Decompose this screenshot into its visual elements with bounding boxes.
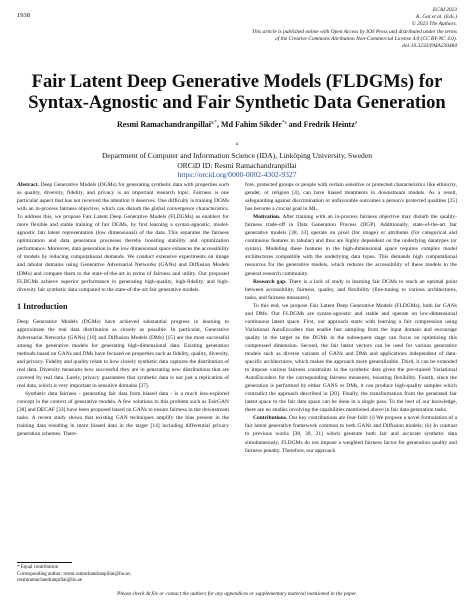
research-gap-paragraph: [245, 278, 457, 302]
author-name: Md Fahim Sikder: [221, 120, 282, 129]
paragraph: fore, protected groups or people with certain sensitive or protected characteristics like ethnicity, gender, or religion [4], can have biased treatments in downstream models. As a result, safeguarding against discrimination or unfavorable outcomes a person's protected qualities [25] has become a crucial goal in ML.: [245, 182, 457, 213]
copyright: © 2023 The Authors.: [411, 21, 457, 28]
running-header: [227, 7, 457, 50]
right-column: [245, 181, 457, 455]
author-name: Resmi Ramachandranpillai: [117, 120, 212, 129]
abstract-text: Deep Generative Models (DGMs) for generating synthetic data with properties such as quality, diversity, fidelity, and privacy is an important research topic. Fairness is one particular aspect that has not received the attention it deserves. One difficulty is training DGMs with an in-process fairness objective, which can disturb the global convergence characteristics. To address this, we propose Fair Latent Deep Generative Models (FLDGMs) as enablers for more flexible and stable training of fair DGMs, by first learning a syntax-agnostic, model-agnostic fair latent representation (low dimensional) of the data. This separates the fairness optimization and data generation processes thereby boosting stability and optimization performance. Moreover, data generation in the low dimensional space enhances the accessibility of models by reducing computational demands. We conduct extensive experiments on image and tabular domains using Generative Adversarial Networks (GANs) and Diffusion Models (DMs) and compare them to the state-of-the-art in terms of fairness and utility. Our proposed FLDGMs achieve superior performance in generating high-quality, high-fidelity, and high-diversity fair synthetic data compared to the state-of-the-art fair generative models.: [17, 182, 230, 293]
left-column: [17, 181, 229, 438]
affiliation-mark: a: [235, 142, 239, 147]
author-mark: a,*: [211, 120, 218, 126]
page-footer: Please check ArXiv or contact the authors for any appendices or supplementary material mentioned in the paper.: [117, 591, 357, 597]
motivation-label: Motivation.: [253, 214, 281, 221]
research-gap-label: Research gap.: [253, 278, 287, 285]
author-mark: *a: [281, 120, 287, 126]
title-line-2: Syntax-Agnostic and Fair Synthetic Data Generation: [28, 93, 446, 113]
paper-title: [0, 72, 474, 114]
motivation-paragraph: [245, 213, 457, 277]
author-name: Fredrik Heintz: [303, 120, 355, 129]
author-mark: a: [354, 120, 357, 126]
affiliation: [0, 140, 474, 161]
affiliation-text: Department of Computer and Information Science (IDA), Linköping University, Sweden: [101, 151, 373, 161]
section-heading: 1 Introduction: [17, 301, 68, 311]
author-list: [0, 120, 474, 129]
orcid-link[interactable]: https://orcid.org/0000-0002-4302-9327: [177, 170, 297, 180]
paragraph: Deep Generative Models (DGMs) have achieved substantial progress in learning to approximate the real data distribution as closely as possible. In particular, Generative Adversarial Networks (GANs) [10] and Diffusion Models (DMs) [15] are the most successful among the generative models for generating high-dimensional data. Existing generation methods based on GANs and DMs have focused on properties such as fidelity, quality, diversity, and privacy. Fidelity and quality relate to how closely synthetic data captures the distribution of real data. Diversity measures how successful they are in generating new distributions that are covered by real data. Lastly, privacy guarantees that synthetic data is not just a replication of real data, which is very important in sensitive domains [37].: [17, 318, 230, 390]
contributions-label: Contributions.: [253, 415, 288, 422]
footnotes: [17, 562, 229, 585]
orcid-label: ORCiD ID: Resmi Ramachandranpillai: [177, 160, 297, 170]
venue: ECAI 2023: [432, 7, 457, 13]
orcid-line: [0, 161, 474, 180]
motivation-text: After training with an in-process fairness objective may disturb the quality-fairness trade-off in Data Generation Process (DGP). Additionally, state-of-the-art fair generative models [38, 33] operate on pixel (for image) or attributes (for categorical and continuous features in tabular) and thus are highly dependent on the underlying datatypes (or syntax). Modeling these features in the high-dimensional space requires complex model architectures compatible with the underlying data types. This demands high computational resources for the generative models, which reduces the accessibility of these models to the general research community.: [245, 214, 457, 277]
page-number: 1938: [17, 12, 30, 19]
abstract-label: Abstract.: [17, 182, 39, 188]
contributions-text: Our key contributions are four-fold: (i) We propose a novel formulation of a fair latent generative framework common to both GANs and Diffusion models; (ii) In contrast to previous works [38, 39, 21] which generate both fair and accurate synthetic data simultaneously, FLDGMs do not impose a weighted fairness factor for generation quality and fairness penalty. Therefore, our approach: [245, 415, 458, 454]
paragraph: Synthetic data fairness - generating fair data from biased data - is a much less-explored concept in the context of generative models. A few solutions to this problem such as FairGAN [38] and DECAF [33] have been proposed based on GANs to ensure fairness in the downstream tasks. A recent study shows that existing GAN techniques amplify the bias present in the training data resulting in more biased data in the target [14] including differential privacy generation schemes. There-: [17, 391, 229, 438]
footnote: Corresponding author: resmi.ramachandranpillai@liu.se;: [17, 571, 132, 577]
contributions-paragraph: [245, 414, 457, 454]
abstract: [17, 181, 229, 294]
research-gap-text: There is a lack of study in learning fair DGMs to reach an optimal point between accessibility, fairness, quality, and flexibility (fine-tuning to various architectures, tasks, and fairness measures).: [245, 278, 457, 301]
affiliation-block: [0, 140, 474, 180]
author-separator: and: [286, 120, 304, 129]
footnote: * Equal contribution: [17, 565, 59, 570]
footnote-rule: [17, 562, 72, 563]
title-line-1: Fair Latent Deep Generative Models (FLDGMs) for: [31, 72, 443, 92]
doi: doi:10.3233/FAIA230484: [402, 43, 457, 50]
license-line-1: This article is published online with Open Access by IOS Press and distributed under the terms: [252, 28, 457, 35]
footnote: resmiramachandranpillai@liu.se: [17, 578, 82, 583]
license-line-2: of the Creative Commons Attribution Non-Commercial License 4.0 (CC BY-NC 4.0).: [275, 35, 457, 42]
paragraph: To this end, we propose Fair Latent Deep Generative Models (FLDGMs), both for GANs and DMs. Our FLDGMs are syntax-agnostic and stable and operate on low-dimensional continuous latent space. First, our approach starts with learning a fair compression using Variational AutoEncoders that enable fast sampling from the input domain and encourage quality in the target as the DGMs in the subsequent stage can focus on optimizing this compressed dimension. Second, the fair latent vectors can be used for various generative models such as diverse variants of GANs and DMs and applications independent of data-specific architectures, which makes the approach more generalizable. Third, it can be extended to impose various fairness constraints in the synthetic data given the pre-trained Variational AutoEncoders for the corresponding fairness measures, boosting flexibility. Fourth, since the generation is performed by either GANS or DMs, it can produce high-quality samples which contradict the approach described in [20]. Finally, the transformation from the generated fair latent space to the fair data space can be done in a single pass. To the best of our knowledge, there are no studies involving the capabilities mentioned above in fair data generation tasks.: [245, 302, 457, 414]
editors: K. Gal et al. (Eds.): [416, 14, 457, 21]
author-separator: ,: [217, 120, 222, 129]
